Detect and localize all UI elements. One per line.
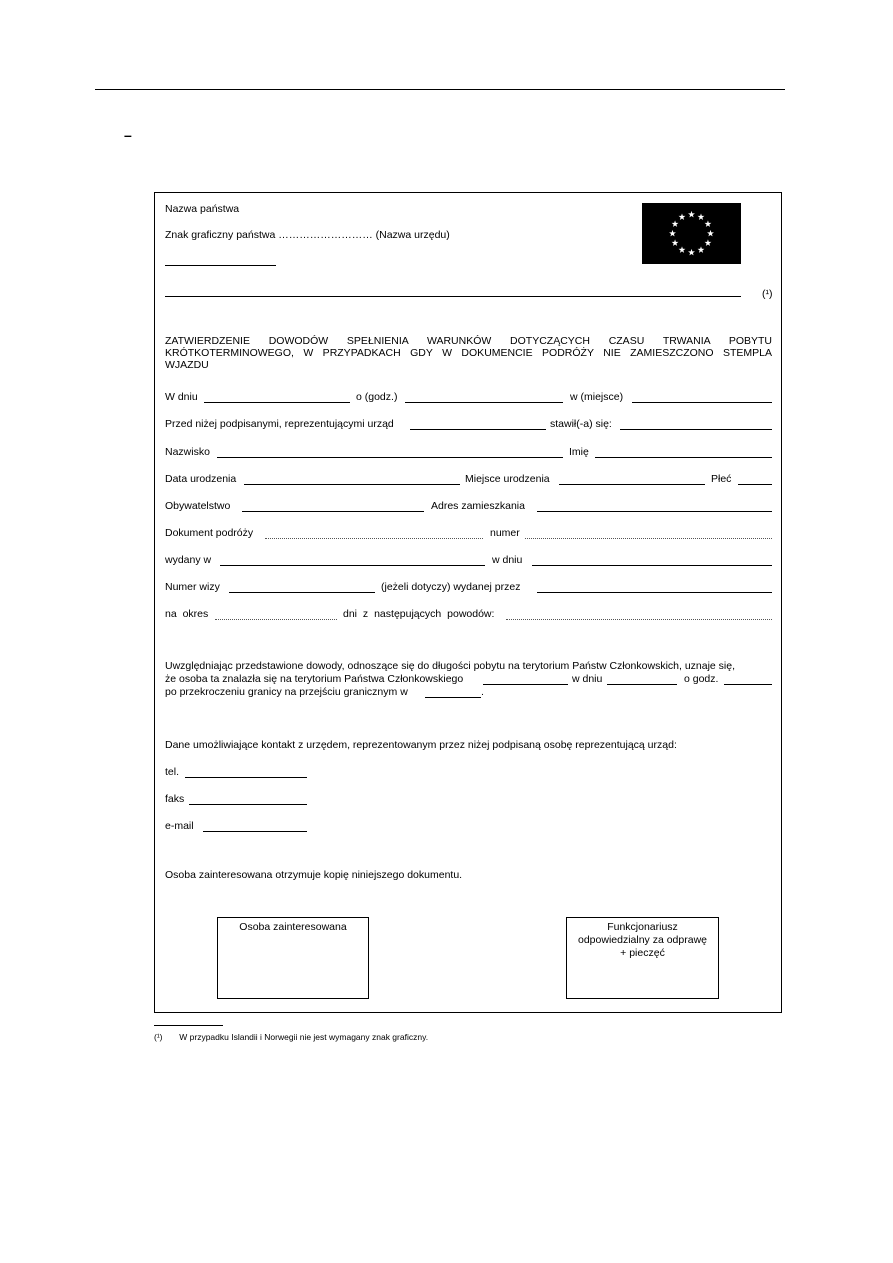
field-address-line[interactable] (537, 511, 772, 512)
footnote-marker: (¹) (154, 1032, 163, 1042)
label-plec: Płeć (711, 473, 732, 485)
office-underline (165, 265, 276, 266)
form-title-line-3: WJAZDU (165, 359, 209, 371)
field-sex-line[interactable] (738, 484, 772, 485)
field-member-state-line[interactable] (483, 684, 568, 685)
consideration-line-1: Uwzględniając przedstawione dowody, odnoszące się do długości pobytu na terytorium Państw Członkowskich, uznaje się, (165, 660, 736, 672)
field-issuer-line[interactable] (537, 592, 772, 593)
copy-note: Osoba zainteresowana otrzymuje kopię niniejszego dokumentu. (165, 869, 463, 881)
contact-intro: Dane umożliwiające kontakt z urzędem, reprezentowanym przez niżej podpisaną osobę reprezentującą urząd: (165, 739, 677, 751)
label-miejsce-urodzenia: Miejsce urodzenia (465, 473, 550, 485)
label-wydany-w: wydany w (165, 554, 212, 566)
field-tel-line[interactable] (185, 777, 307, 778)
label-email: e-mail (165, 820, 194, 832)
label-w-dniu: W dniu (165, 391, 198, 403)
field-border-crossing-line[interactable] (425, 697, 481, 698)
label-stawil: stawił(-a) się: (550, 418, 612, 430)
footnote-rule (154, 1025, 223, 1026)
field-issued-in-line[interactable] (220, 565, 485, 566)
label-tel: tel. (165, 766, 180, 778)
consideration-line-2b: w dniu (572, 673, 603, 685)
field-office-line[interactable] (410, 429, 546, 430)
field-fax-line[interactable] (189, 804, 307, 805)
field-issued-date-line[interactable] (532, 565, 772, 566)
top-rule (95, 89, 785, 90)
header-long-line (165, 296, 741, 297)
consideration-line-3-end: . (481, 686, 484, 698)
field-place-line[interactable] (632, 402, 772, 403)
consideration-line-3: po przekroczeniu granicy na przejściu granicznym w (165, 686, 408, 698)
form-frame (154, 192, 782, 1013)
label-numer-wizy: Numer wizy (165, 581, 220, 593)
label-nazwisko: Nazwisko (165, 446, 210, 458)
label-jezeli: (jeżeli dotyczy) wydanej przez (381, 581, 521, 593)
footnote-text: W przypadku Islandii i Norwegii nie jest wymagany znak graficzny. (179, 1032, 429, 1042)
label-w-miejsce: w (miejsce) (570, 391, 624, 403)
label-data-urodzenia: Data urodzenia (165, 473, 237, 485)
field-firstname-line[interactable] (595, 457, 772, 458)
field-document-line[interactable] (265, 538, 483, 539)
field-date-line[interactable] (204, 402, 350, 403)
field-visa-number-line[interactable] (229, 592, 375, 593)
field-period-line[interactable] (215, 619, 337, 620)
label-na-okres: na okres (165, 608, 209, 620)
header-dash: – (124, 127, 132, 143)
eu-flag-icon (642, 203, 741, 264)
signature-box-officer-line-2: odpowiedzialny za odprawę (578, 934, 707, 946)
field-nationality-line[interactable] (242, 511, 424, 512)
field-surname-line[interactable] (217, 457, 563, 458)
field-entry-time-line[interactable] (724, 684, 772, 685)
field-entry-date-line[interactable] (607, 684, 677, 685)
field-time-line[interactable] (405, 402, 563, 403)
signature-box-officer-line-3: + pieczęć (620, 947, 665, 959)
label-imie: Imię (569, 446, 589, 458)
country-name-label: Nazwa państwa (165, 203, 240, 215)
field-number-line[interactable] (525, 538, 772, 539)
label-dni-z: dni z następujących powodów: (343, 608, 495, 620)
form-title-line-2: KRÓTKOTERMINOWEGO, W PRZYPADKACH GDY W DOKUMENCIE PODRÓŻY NIE ZAMIESZCZONO STEMPLA (165, 347, 772, 359)
field-email-line[interactable] (203, 831, 307, 832)
field-birthplace-line[interactable] (559, 484, 705, 485)
label-faks: faks (165, 793, 185, 805)
footnote-ref: (¹) (762, 288, 773, 300)
consideration-line-2c: o godz. (684, 673, 719, 685)
label-adres: Adres zamieszkania (431, 500, 525, 512)
label-obywatelstwo: Obywatelstwo (165, 500, 231, 512)
label-dokument: Dokument podróży (165, 527, 254, 539)
country-sign-label: Znak graficzny państwa ……………………… (Nazwa urzędu) (165, 229, 450, 241)
label-o-godz: o (godz.) (356, 391, 398, 403)
signature-box-officer-line-1: Funkcjonariusz (607, 921, 678, 933)
field-birthdate-line[interactable] (244, 484, 460, 485)
field-appeared-line[interactable] (620, 429, 772, 430)
label-w-dniu-2: w dniu (492, 554, 523, 566)
signature-box-officer[interactable] (566, 917, 719, 999)
form-title-line-1: ZATWIERDZENIE DOWODÓW SPEŁNIENIA WARUNKÓW DOTYCZĄCYCH CZASU TRWANIA POBYTU (165, 335, 772, 347)
label-przed: Przed niżej podpisanymi, reprezentującymi urząd (165, 418, 394, 430)
footnote (154, 1032, 428, 1043)
consideration-line-2a: że osoba ta znalazła się na terytorium Państwa Członkowskiego (165, 673, 464, 685)
signature-box-person-label: Osoba zainteresowana (239, 921, 347, 933)
signature-box-person[interactable] (217, 917, 369, 999)
label-numer: numer (490, 527, 520, 539)
field-reasons-line[interactable] (506, 619, 772, 620)
